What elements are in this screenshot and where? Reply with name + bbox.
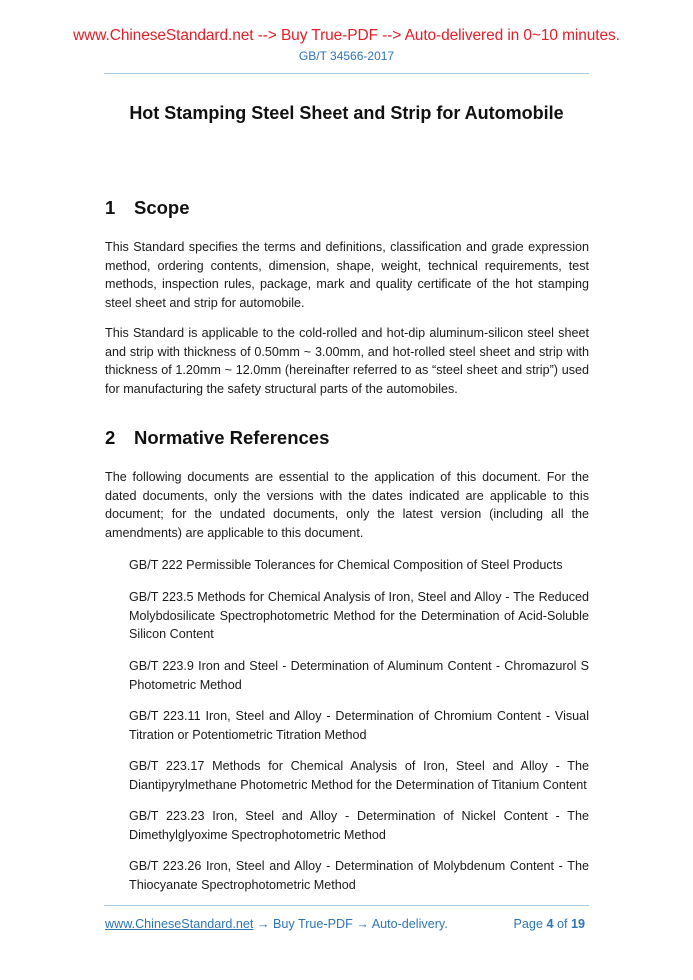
section-title: Scope <box>134 197 190 218</box>
header-divider <box>104 73 589 74</box>
reference-item: GB/T 223.23 Iron, Steel and Alloy - Determination of Nickel Content - The Dimethylglyoxime Spectrophotometric Method <box>129 809 589 842</box>
page-indicator <box>514 915 585 933</box>
scope-paragraph-2: This Standard is applicable to the cold-rolled and hot-dip aluminum-silicon steel sheet and strip with thickness of 0.50mm ~ 3.00mm, and hot-rolled steel sheet and strip with thickness of 1.20mm ~ 12.0mm (hereinafter referred to as “steel sheet and strip”) used for manufacturing the safety structural parts of the automobiles. <box>105 326 589 396</box>
reference-item: GB/T 223.5 Methods for Chemical Analysis of Iron, Steel and Alloy - The Reduced Molybdosilicate Spectrophotometric Method for the Determination of Acid-Soluble Silicon Content <box>129 590 589 642</box>
page-header <box>0 26 693 64</box>
promo-banner: www.ChineseStandard.net --> Buy True-PDF --> Auto-delivered in 0~10 minutes. <box>73 27 620 44</box>
reference-item: GB/T 222 Permissible Tolerances for Chemical Composition of Steel Products <box>129 558 563 572</box>
page-footer <box>105 915 589 933</box>
footer-divider <box>104 905 589 906</box>
footer-tagline: → Buy True-PDF → Auto-delivery. <box>253 917 448 931</box>
reference-item: GB/T 223.17 Methods for Chemical Analysis of Iron, Steel and Alloy - The Diantipyrylmethane Photometric Method for the Determination of Titanium Content <box>129 759 589 792</box>
normative-references-intro: The following documents are essential to the application of this document. For the dated documents, only the versions with the dates indicated are applicable to this document; for the undated documents, only the latest version (including all the amendments) are applicable to this document. <box>105 470 589 540</box>
reference-item: GB/T 223.26 Iron, Steel and Alloy - Determination of Molybdenum Content - The Thiocyanate Spectrophotometric Method <box>129 859 589 892</box>
reference-item: GB/T 223.11 Iron, Steel and Alloy - Determination of Chromium Content - Visual Titration or Potentiometric Titration Method <box>129 709 589 742</box>
section-title: Normative References <box>134 427 330 448</box>
total-pages-number: 19 <box>570 917 585 931</box>
document-code: GB/T 34566-2017 <box>298 49 395 63</box>
document-title: Hot Stamping Steel Sheet and Strip for Automobile <box>129 103 564 123</box>
section-heading-normative-references <box>105 426 329 450</box>
section-number: 2 <box>105 427 116 448</box>
reference-item: GB/T 223.9 Iron and Steel - Determination of Aluminum Content - Chromazurol S Photometric Method <box>129 659 589 692</box>
scope-paragraph-1: This Standard specifies the terms and definitions, classification and grade expression method, ordering contents, dimension, shape, weight, technical requirements, test methods, inspection rules, package, mark and quality certificate of the hot stamping steel sheet and strip for automobile. <box>105 240 589 310</box>
chinesestandard-link[interactable]: www.ChineseStandard.net <box>105 917 254 931</box>
current-page-number: 4 <box>546 917 554 931</box>
page-label: Page <box>513 917 543 931</box>
page-of-label: of <box>556 917 568 931</box>
section-number: 1 <box>105 197 116 218</box>
section-heading-scope <box>105 196 190 220</box>
